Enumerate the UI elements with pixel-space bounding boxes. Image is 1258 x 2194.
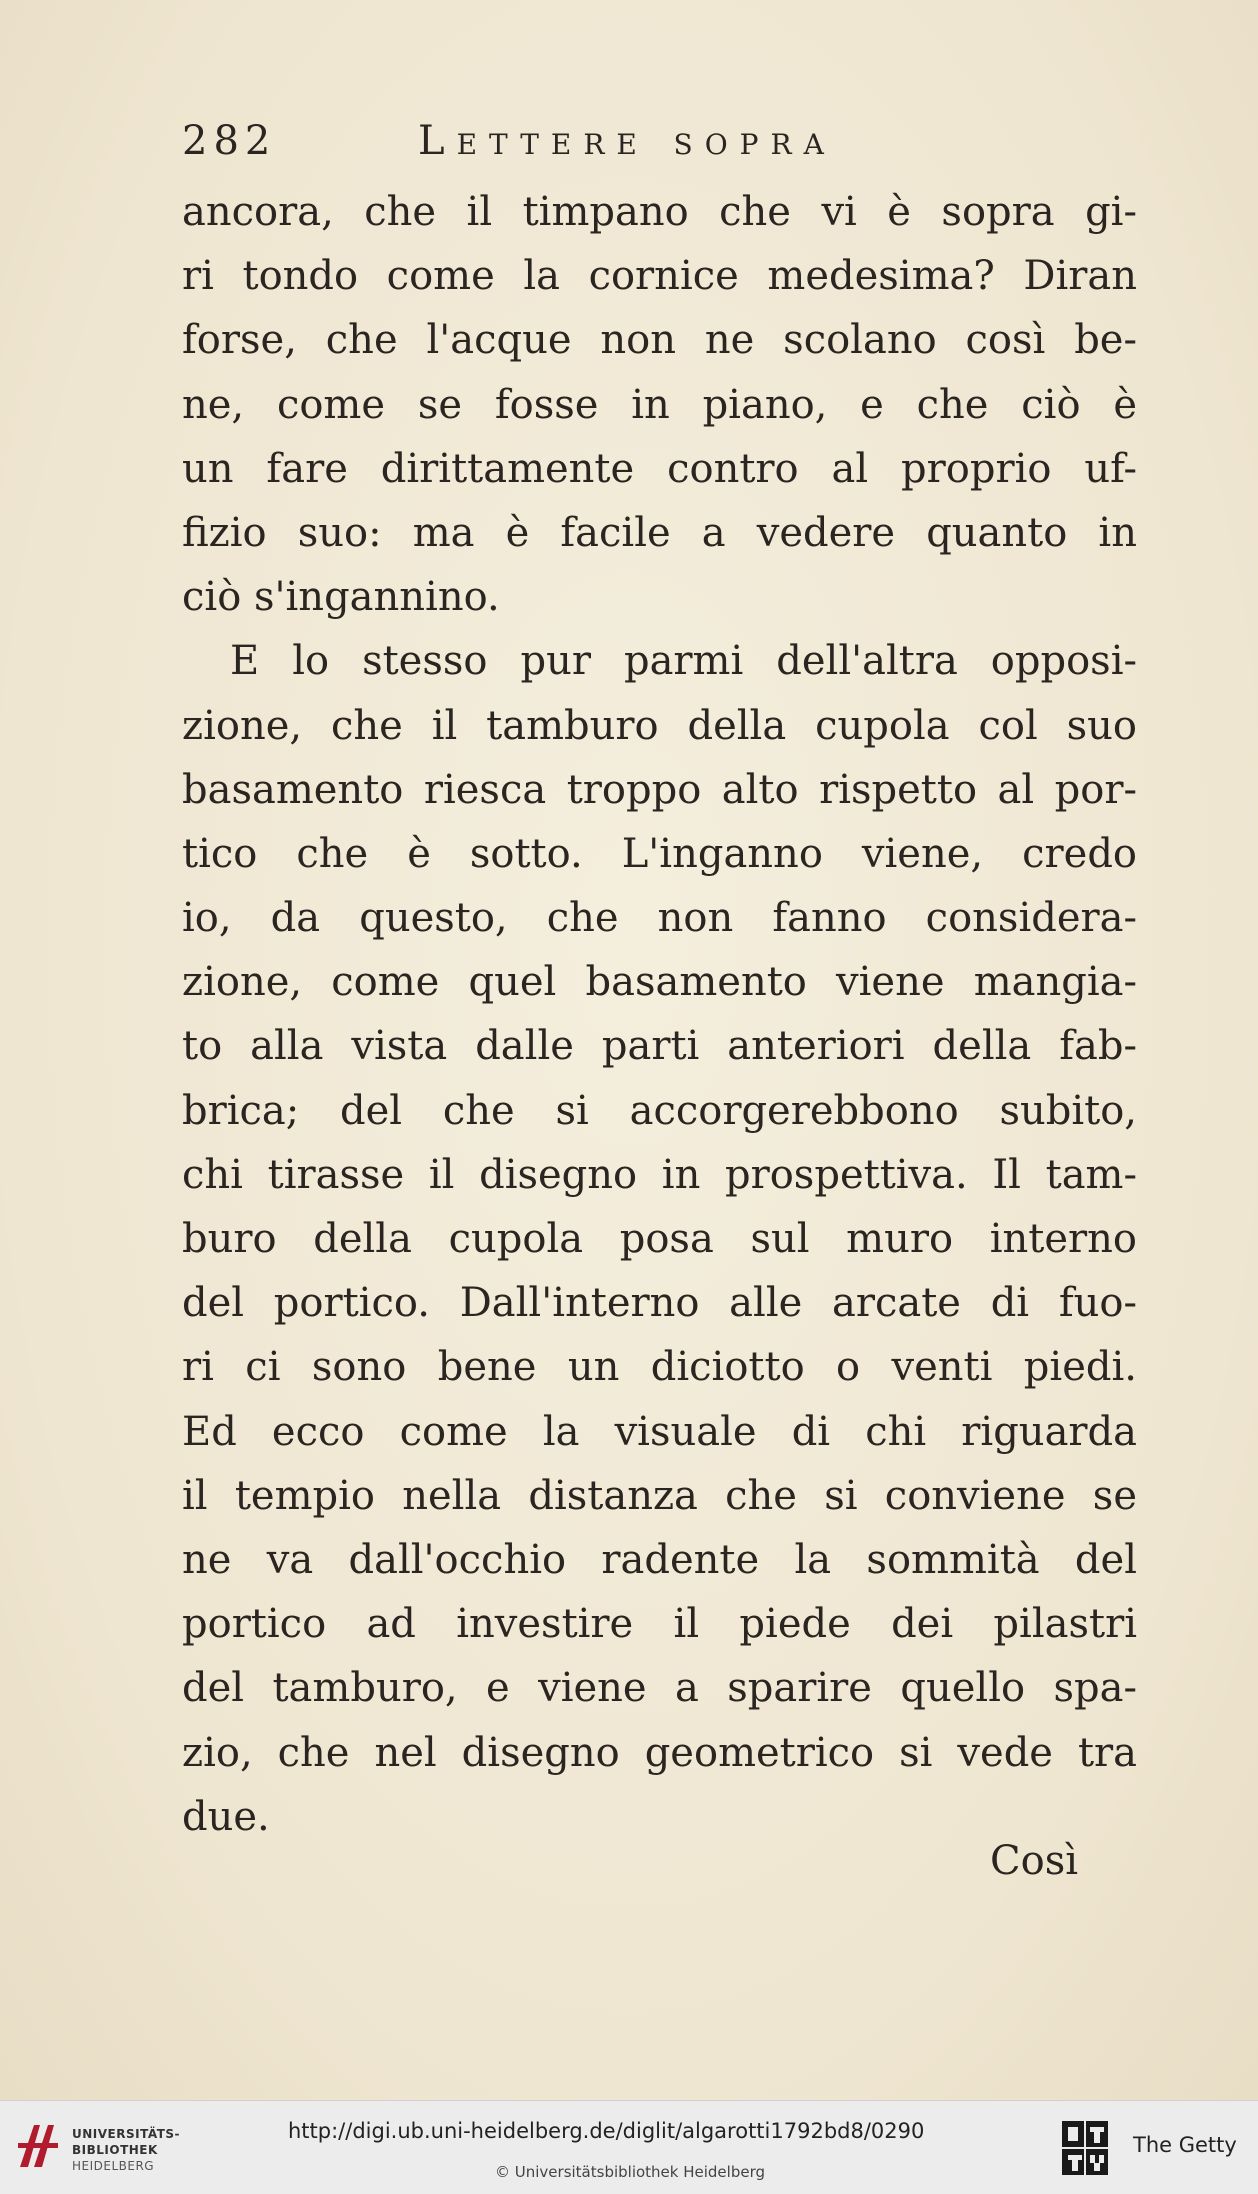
text-line: brica; del che si accorgerebbono subito, [182, 1087, 1137, 1134]
text-line: Ed ecco come la visuale di chi riguarda [182, 1408, 1137, 1455]
library-logo[interactable] [14, 2119, 184, 2179]
text-line: to alla vista dalle parti anteriori della fab- [182, 1023, 1137, 1070]
text-line: ri tondo come la cornice medesima? Diran [182, 253, 1137, 300]
catchword: Così [990, 1838, 1079, 1884]
text-line: E lo stesso pur parmi dell'altra opposi- [230, 638, 1137, 685]
page-number: 282 [182, 118, 277, 164]
text-line: ancora, che il timpano che vi è sopra gi- [182, 189, 1137, 235]
text-line: chi tirasse il disegno in prospettiva. Il tam- [182, 1151, 1137, 1198]
text-line: basamento riesca troppo alto rispetto al por- [182, 766, 1137, 813]
text-line: fizio suo: ma è facile a vedere quanto in [182, 509, 1137, 556]
permalink-url[interactable]: http://digi.ub.uni-heidelberg.de/diglit/algarotti1792bd8/0290 [288, 2119, 925, 2143]
partner-name: The Getty [1133, 2133, 1237, 2157]
text-line: un fare dirittamente contro al proprio uf- [182, 445, 1137, 492]
text-line: del tamburo, e viene a sparire quello spa- [182, 1665, 1137, 1712]
body-text [182, 180, 1137, 1849]
text-line: ciò s'ingannino. [182, 574, 500, 621]
text-line: zione, che il tamburo della cupola col suo [182, 702, 1137, 749]
text-line: tico che è sotto. L'inganno viene, credo [182, 830, 1137, 877]
text-line: ne va dall'occhio radente la sommità del [182, 1536, 1137, 1583]
university-seal-icon [14, 2121, 62, 2171]
text-line: ne, come se fosse in piano, e che ciò è [182, 381, 1137, 428]
text-line: forse, che l'acque non ne scolano così be- [182, 317, 1137, 364]
viewer-footer [0, 2100, 1258, 2194]
copyright-notice: © Universitätsbibliothek Heidelberg [495, 2163, 766, 2181]
text-line: io, da questo, che non fanno considera- [182, 895, 1137, 942]
text-line: ri ci sono bene un diciotto o venti piedi. [182, 1344, 1137, 1391]
page-header [182, 118, 1142, 178]
text-line: zione, come quel basamento viene mangia- [182, 959, 1137, 1006]
text-line: zio, che nel disegno geometrico si vede tra [182, 1729, 1137, 1776]
library-name-line3: HEIDELBERG [72, 2159, 155, 2173]
text-line: portico ad investire il piede dei pilastri [182, 1601, 1137, 1648]
text-line: due. [182, 1793, 270, 1840]
text-line: il tempio nella distanza che si conviene se [182, 1472, 1137, 1519]
text-line: buro della cupola posa sul muro interno [182, 1216, 1137, 1262]
library-name-line2: BIBLIOTHEK [72, 2143, 158, 2157]
text-line: del portico. Dall'interno alle arcate di fuo- [182, 1280, 1137, 1327]
library-name-line1: UNIVERSITÄTS- [72, 2127, 181, 2141]
getty-logo-icon[interactable] [1060, 2119, 1110, 2177]
running-title: Lettere sopra [418, 118, 836, 164]
